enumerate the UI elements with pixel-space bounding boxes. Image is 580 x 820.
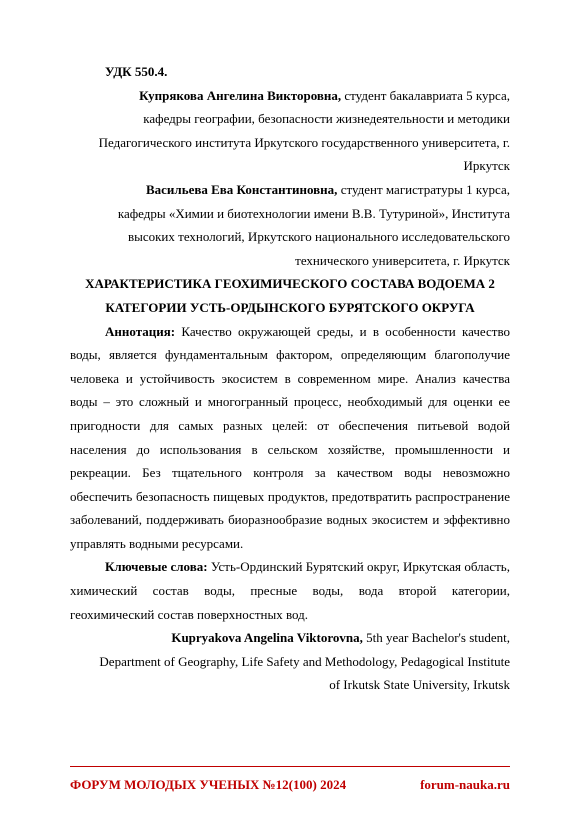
- author-en-block: [70, 626, 510, 697]
- author2-line1: [70, 178, 510, 202]
- author1-name: Купрякова Ангелина Викторовна,: [139, 87, 342, 103]
- author2-line3: высоких технологий, Иркутского национального исследовательского: [127, 229, 510, 245]
- abstract-paragraph: [70, 320, 510, 556]
- author-en-line3: of Irkutsk State University, Irkutsk: [329, 677, 510, 693]
- footer-site-link[interactable]: forum-nauka.ru: [420, 777, 510, 792]
- footer-journal: ФОРУМ МОЛОДЫХ УЧЕНЫХ №12(100) 2024: [70, 777, 347, 792]
- author2-line2: кафедры «Химии и биотехнологии имени В.В. Тутуриной», Института: [117, 205, 510, 221]
- keywords-label: Ключевые слова:: [105, 559, 208, 575]
- paper-content: [70, 60, 510, 697]
- author-en-line2: Department of Geography, Life Safety and Methodology, Pedagogical Institute: [99, 653, 510, 669]
- title-line2: КАТЕГОРИИ УСТЬ-ОРДЫНСКОГО БУРЯТСКОГО ОКРУГА: [105, 299, 475, 315]
- author-en-role: 5th year Bachelor's student,: [362, 630, 510, 646]
- author1-block: [70, 84, 510, 178]
- author1-line3: Педагогического института Иркутского государственного университета, г.: [98, 134, 510, 150]
- author1-line2: кафедры географии, безопасности жизнедеятельности и методики: [143, 111, 510, 127]
- author2-role: студент магистратуры 1 курса,: [337, 181, 510, 197]
- udk-code: УДК 550.4.: [105, 64, 168, 79]
- keywords-text: Усть-Ординский Бурятский округ, Иркутская область, химический состав воды, пресные воды, вода второй категории, геохимический состав поверхностных вод.: [70, 559, 510, 622]
- page-footer: [70, 777, 510, 793]
- abstract-label: Аннотация:: [105, 323, 176, 339]
- author1-line4: Иркутск: [463, 158, 510, 174]
- title-line1: ХАРАКТЕРИСТИКА ГЕОХИМИЧЕСКОГО СОСТАВА ВОДОЕМА 2: [85, 276, 495, 292]
- abstract-text: Качество окружающей среды, и в особенности качество воды, является фундаментальным фактором, определяющим благополучие человека и устойчивость экосистем в современном мире. Анализ качества воды – это сложный и многогранный процесс, необходимый для оценки ее пригодности для самых разных целей: от обеспечения питьевой водой населения до использования в сельском хозяйстве, промышленности и рекреации. Без тщательного контроля за качеством воды невозможно обеспечить безопасность пищевых продуктов, предотвратить распространение заболеваний, поддерживать биоразнообразие водных экосистем и эффективно управлять водными ресурсами.: [70, 323, 510, 551]
- author1-role: студент бакалавриата 5 курса,: [341, 87, 510, 103]
- author1-line1: [70, 84, 510, 108]
- keywords-paragraph: [70, 555, 510, 626]
- author2-name: Васильева Ева Константиновна,: [145, 181, 338, 197]
- author-en-line1: [70, 626, 510, 650]
- footer-divider: [70, 766, 510, 767]
- author-en-name: Kupryakova Angelina Viktorovna,: [171, 630, 363, 646]
- paper-title: [70, 272, 510, 319]
- author2-line4: технического университета, г. Иркутск: [295, 252, 510, 268]
- author2-block: [70, 178, 510, 272]
